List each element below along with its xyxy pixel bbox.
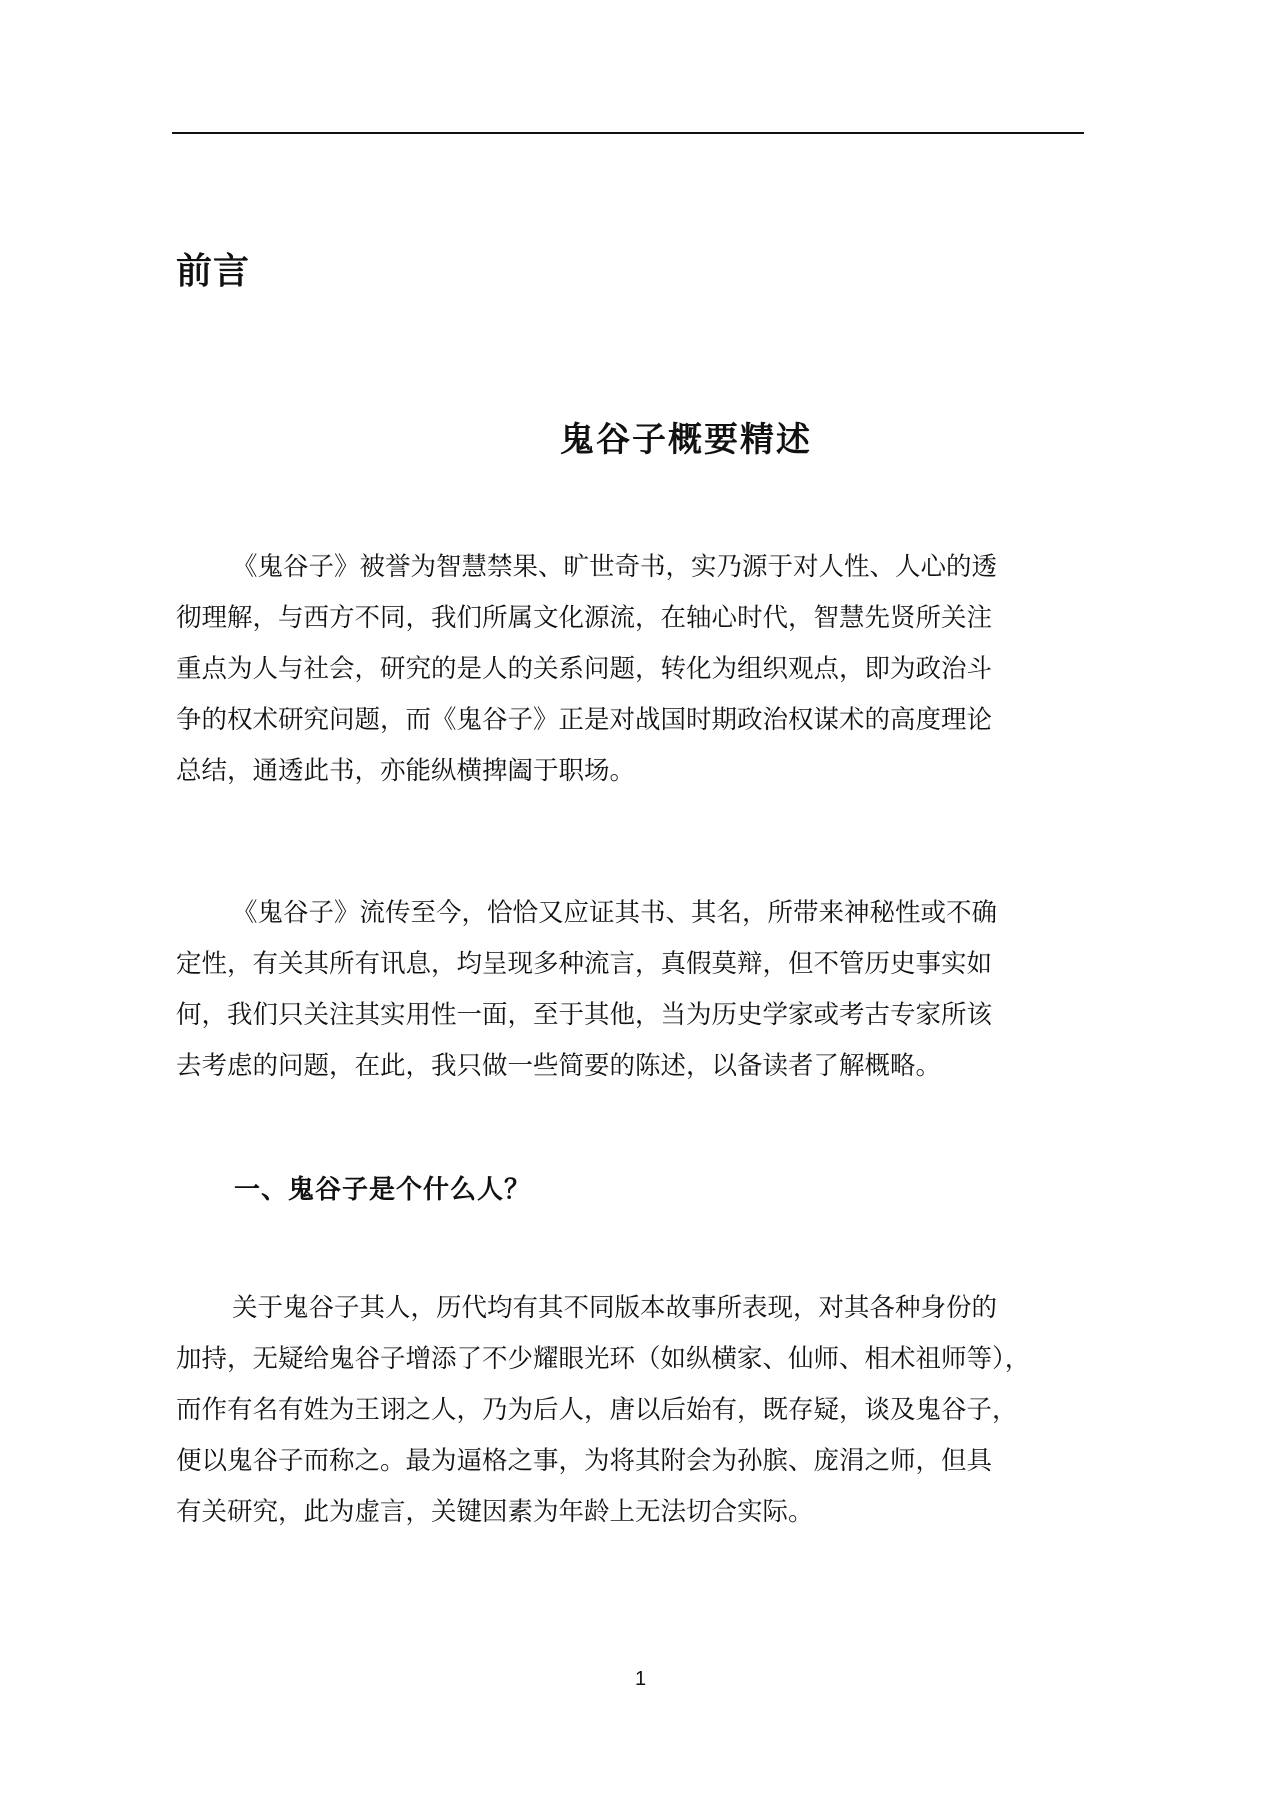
preface-title: 前言 xyxy=(176,251,251,292)
paragraph-line: 便以鬼谷子而称之。最为逼格之事，为将其附会为孙膑、庞涓之师，但具 xyxy=(176,1446,993,1476)
paragraph-line: 去考虑的问题，在此，我只做一些简要的陈述，以备读者了解概略。 xyxy=(176,1051,942,1081)
page-number: 1 xyxy=(634,1668,647,1690)
paragraph-intro xyxy=(176,542,1120,797)
paragraph-line: 何，我们只关注其实用性一面，至于其他，当为历史学家或考古专家所该 xyxy=(176,1000,993,1030)
paragraph-transmission xyxy=(176,888,1120,1092)
paragraph-line: 《鬼谷子》被誉为智慧禁果、旷世奇书，实乃源于对人性、人心的透 xyxy=(232,552,998,582)
paragraph-line: 定性，有关其所有讯息，均呈现多种流言，真假莫辩，但不管历史事实如 xyxy=(176,949,993,979)
section-heading: 一、鬼谷子是个什么人？ xyxy=(234,1175,532,1205)
paragraph-line: 有关研究，此为虚言，关键因素为年龄上无法切合实际。 xyxy=(176,1497,814,1527)
paragraph-line: 彻理解，与西方不同，我们所属文化源流，在轴心时代，智慧先贤所关注 xyxy=(176,603,993,633)
paragraph-line: 加持，无疑给鬼谷子增添了不少耀眼光环（如纵横家、仙师、相术祖师等）， xyxy=(176,1344,1031,1374)
header-rule xyxy=(172,132,1084,134)
paragraph-line: 争的权术研究问题，而《鬼谷子》正是对战国时期政治权谋术的高度理论 xyxy=(176,705,993,735)
paragraph-line: 关于鬼谷子其人，历代均有其不同版本故事所表现，对其各种身份的 xyxy=(232,1293,998,1323)
document-title: 鬼谷子概要精述 xyxy=(560,420,812,460)
paragraph-line: 《鬼谷子》流传至今，恰恰又应证其书、其名，所带来神秘性或不确 xyxy=(232,898,998,928)
paragraph-line: 总结，通透此书，亦能纵横捭阖于职场。 xyxy=(176,756,636,786)
paragraph-identity xyxy=(176,1283,1120,1538)
paragraph-line: 重点为人与社会，研究的是人的关系问题，转化为组织观点，即为政治斗 xyxy=(176,654,993,684)
paragraph-line: 而作有名有姓为王诩之人，乃为后人，唐以后始有，既存疑，谈及鬼谷子， xyxy=(176,1395,1018,1425)
